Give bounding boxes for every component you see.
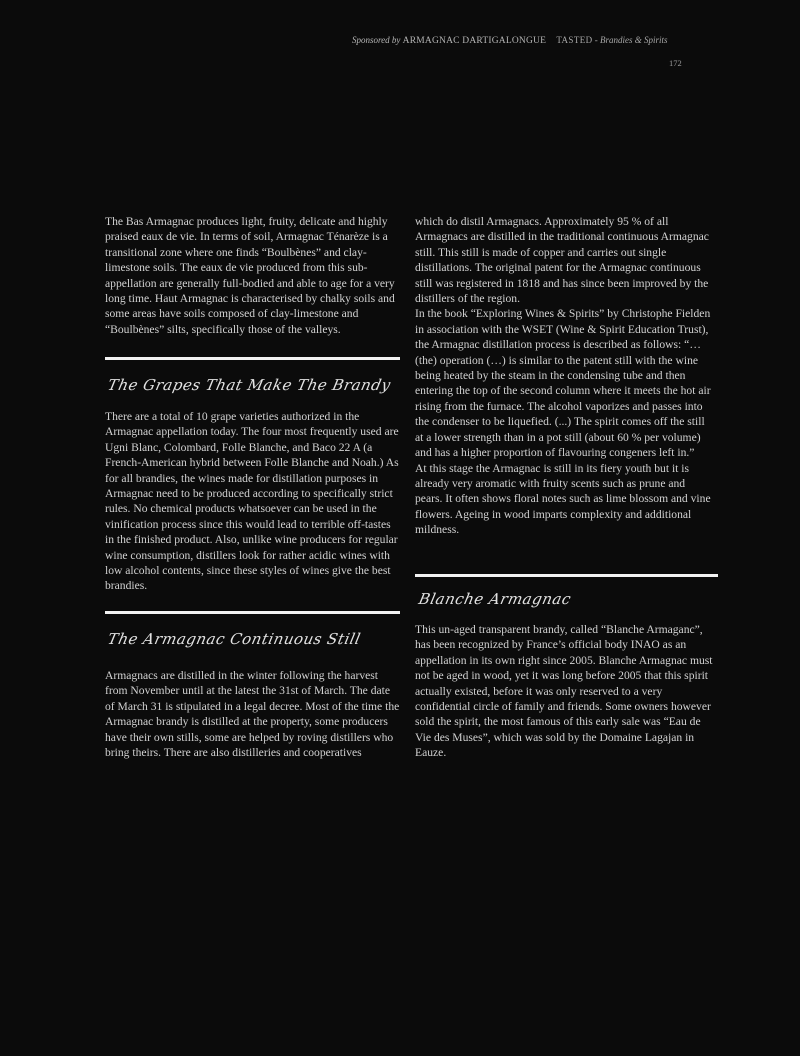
continued-paragraph: which do distil Armagnacs. Approximately 95 % of all Armagnacs are distilled in the traditional continuous Armagnac still. This still is made of copper and carries out single distillations. The original patent for the Armagnac continuous still was registered in 1818 and has since been improved by the distillers of the region. [415,215,709,306]
blanche-paragraph: This un-aged transparent brandy, called “Blanche Armaganc”, has been recognized by France’s official body INAO as an appellation in its own right since 2005. Blanche Armagnac must not be aged in wood, yet it was long before 2005 that this spirit actually existed, before it was only reserved to a very confidential circle of family and friends. Some owners however sold the spirit, the most famous of this early sale was “Eau de Vie des Muses”, which was sold by the Domaine Lagajan in Eauze. [415,623,713,760]
intro-paragraph: The Bas Armagnac produces light, fruity, delicate and highly praised eaux de vie. In terms of soil, Armagnac Ténarèze is a transitional zone where one finds “Boulbènes” and clay-limestone soils. The eaux de vie produced from this sub-appellation are generally full-bodied and able to age for a very long time. Haut Armagnac is characterised by chalky soils and some areas have soils composed of clay-limestone and “Boulbènes” silts, specifically those of the valleys. [105,215,395,336]
book-paragraph: In the book “Exploring Wines & Spirits” by Christophe Fielden in association with the WSET (Wine & Spirit Education Trust), the Armagnac distillation process is described as follows: “… (the) operation (…) is similar to the patent still with the wine being heated by the steam in the condensing tube and then entering the top of the second column where it meets the hot air rising from the furnace. The alcohol vaporizes and passes into the condenser to be liquefied. (...) The spirit comes off the still at a lower strength than in a pot still (about 60 % per volume) and has a higher proportion of flavouring congeners left in.” [415,307,711,460]
stage-paragraph: At this stage the Armagnac is still in its fiery youth but it is already very aromatic with fruity scents such as prune and pears. It often shows floral notes such as lime blossom and vine flowers. Ageing in wood imparts complexity and additional mildness. [415,461,711,537]
sponsor-brand: ARMAGNAC DARTIGALONGUE [402,36,547,46]
section-divider-grapes [105,357,400,360]
blanche-heading: Blanche Armagnac [417,590,573,608]
grapes-heading: The Grapes That Make The Brandy [106,376,393,394]
left-column-still [105,668,401,760]
right-column-blanche [415,622,715,761]
still-paragraph: Armagnacs are distilled in the winter following the harvest from November until at the latest the 31st of March. The date of March 31 is stipulated in a legal decree. Most of the time the Armagnac brandy is distilled at the property, some producers have their own stills, some are helped by roving distillers who bring theirs. There are also distilleries and cooperatives [105,669,400,760]
grapes-paragraph: There are a total of 10 grape varieties authorized in the Armagnac appellation today. The four most frequently used are Ugni Blanc, Colombard, Folle Blanche, and Baco 22 A (a French-American hybrid between Folle Blanche and Noah.) As for all brandies, the wines made for distillation purposes in Armagnac need to be produced according to specifically strict rules. No chemical products whatsoever can be used in the vinification process since this would lead to terrible off-tastes in the finished product. Also, unlike wine producers for regular wine consumption, distillers look for rather acidic wines with low alcohol contents, since these styles of wines give the best brandies. [105,410,399,593]
left-column-grapes [105,409,401,594]
right-column-distillation [415,214,715,538]
magazine-section: - Brandies & Spirits [594,35,668,45]
section-divider-blanche [415,574,718,577]
section-divider-still [105,611,400,614]
page-number: 172 [669,58,682,68]
left-column-intro [105,214,401,337]
running-header [352,35,668,46]
magazine-name: TASTED [556,35,593,45]
sponsored-label: Sponsored by [352,35,401,45]
still-heading: The Armagnac Continuous Still [106,630,363,648]
